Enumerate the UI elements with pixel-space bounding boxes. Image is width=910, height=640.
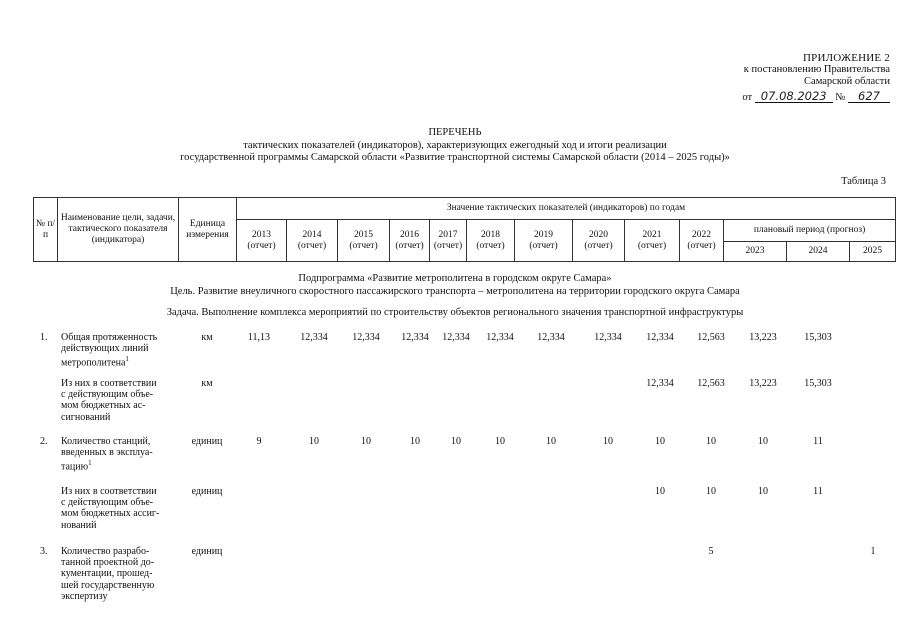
row-value: 12,334: [442, 332, 470, 343]
row-indicator-name: Общая протяженность действующих линий метрополитена$^1$: [61, 332, 158, 369]
header-year-plan: 2023: [724, 242, 787, 262]
row-value: 10: [758, 436, 768, 447]
row-value: 10: [451, 436, 461, 447]
row-value: 10: [410, 436, 420, 447]
row-value: 12,334: [300, 332, 328, 343]
appendix-title: ПРИЛОЖЕНИЕ 2: [803, 52, 890, 64]
row-value: 15,303: [804, 332, 832, 343]
row-value: 10: [361, 436, 371, 447]
header-year-plan: 2025: [850, 242, 896, 262]
header-year-plan: 2024: [787, 242, 850, 262]
row-unit: единиц: [191, 486, 223, 497]
row-value: 10: [309, 436, 319, 447]
row-value: 12,334: [537, 332, 565, 343]
header-values-group: Значение тактических показателей (индикаторов) по годам: [237, 198, 896, 220]
row-value: 5: [708, 546, 714, 557]
header-year-report: 2019 (отчет): [515, 220, 573, 262]
row-value: 12,334: [646, 378, 674, 389]
row-value: 12,334: [352, 332, 380, 343]
row-value: 12,334: [401, 332, 429, 343]
row-value: 10: [655, 486, 665, 497]
header-num: № п/п: [34, 198, 58, 262]
table-number: Таблица 3: [841, 176, 886, 187]
list-heading: [0, 127, 910, 165]
header-unit: Единица измерения: [179, 198, 237, 262]
number-label: №: [835, 92, 846, 103]
row-value: 11: [813, 436, 823, 447]
row-value: 11,13: [247, 332, 271, 343]
row-value: 10: [655, 436, 665, 447]
row-indicator-name: Количество разрабо- танной проектной до- кументации, прошед- шей государственную экспертизу: [61, 546, 155, 602]
row-number: 2.: [40, 436, 48, 447]
row-value: 10: [706, 436, 716, 447]
row-value: 1: [870, 546, 876, 557]
row-number: 1.: [40, 332, 48, 343]
row-value: 10: [495, 436, 505, 447]
header-year-report: 2013 (отчет): [237, 220, 287, 262]
header-year-report: 2022 (отчет): [680, 220, 724, 262]
row-value: 11: [813, 486, 823, 497]
header-year-report: 2020 (отчет): [573, 220, 625, 262]
row-value: 12,334: [486, 332, 514, 343]
section-goal: Цель. Развитие внеуличного скоростного пассажирского транспорта – метрополитена на территории городского округа Самара: [170, 286, 740, 297]
row-value: 13,223: [749, 378, 777, 389]
decree-number: 627: [848, 90, 890, 103]
header-name: Наименование цели, задачи, тактического показателя (индикатора): [58, 198, 179, 262]
row-value: 10: [546, 436, 556, 447]
row-value: 12,563: [697, 332, 725, 343]
header-year-report: 2021 (отчет): [625, 220, 680, 262]
row-value: 10: [706, 486, 716, 497]
row-value: 9: [256, 436, 262, 447]
list-title: ПЕРЕЧЕНЬ: [428, 127, 482, 138]
appendix-date-line: [690, 90, 890, 104]
row-indicator-name: Из них в соответствии с действующим объе- мом бюджетных ас- сигнований: [61, 378, 157, 423]
header-plan-group: плановый период (прогноз): [724, 220, 896, 242]
row-indicator-name: Из них в соответствии с действующим объе- мом бюджетных ассиг- нований: [61, 486, 160, 531]
header-year-report: 2015 (отчет): [338, 220, 390, 262]
list-subtitle-1: тактических показателей (индикаторов), характеризующих ежегодный ход и итоги реализации: [243, 139, 667, 151]
indicator-table-header: [33, 197, 896, 262]
row-value: 13,223: [749, 332, 777, 343]
row-value: 10: [603, 436, 613, 447]
row-value: 12,563: [697, 378, 725, 389]
row-unit: км: [201, 378, 213, 389]
footnote-mark: 1: [125, 355, 129, 364]
section-task: Задача. Выполнение комплекса мероприятий по строительству объектов регионального значения транспортной инфраструктуры: [166, 307, 744, 318]
appendix-block: [690, 52, 890, 104]
row-number: 3.: [40, 546, 48, 557]
header-year-report: 2018 (отчет): [467, 220, 515, 262]
list-subtitle-2: государственной программы Самарской области «Развитие транспортной системы Самарской области (2014 – 2025 годы)»: [180, 152, 730, 163]
row-value: 15,303: [804, 378, 832, 389]
decree-date: 07.08.2023: [755, 90, 833, 103]
appendix-line-2: Самарской области: [804, 76, 890, 87]
row-value: 12,334: [594, 332, 622, 343]
header-year-report: 2016 (отчет): [390, 220, 430, 262]
section-subprogram: Подпрограмма «Развитие метрополитена в городском округе Самара»: [298, 273, 612, 284]
row-unit: км: [201, 332, 213, 343]
header-year-report: 2014 (отчет): [287, 220, 338, 262]
row-unit: единиц: [191, 546, 223, 557]
header-year-report: 2017 (отчет): [430, 220, 467, 262]
row-unit: единиц: [191, 436, 223, 447]
row-value: 10: [758, 486, 768, 497]
appendix-line-1: к постановлению Правительства: [743, 64, 890, 75]
row-indicator-name: Количество станций, введенных в эксплуа- тацию$^1$: [61, 436, 153, 473]
row-value: 12,334: [646, 332, 674, 343]
from-label: от: [742, 92, 753, 103]
footnote-mark: 1: [88, 459, 92, 468]
